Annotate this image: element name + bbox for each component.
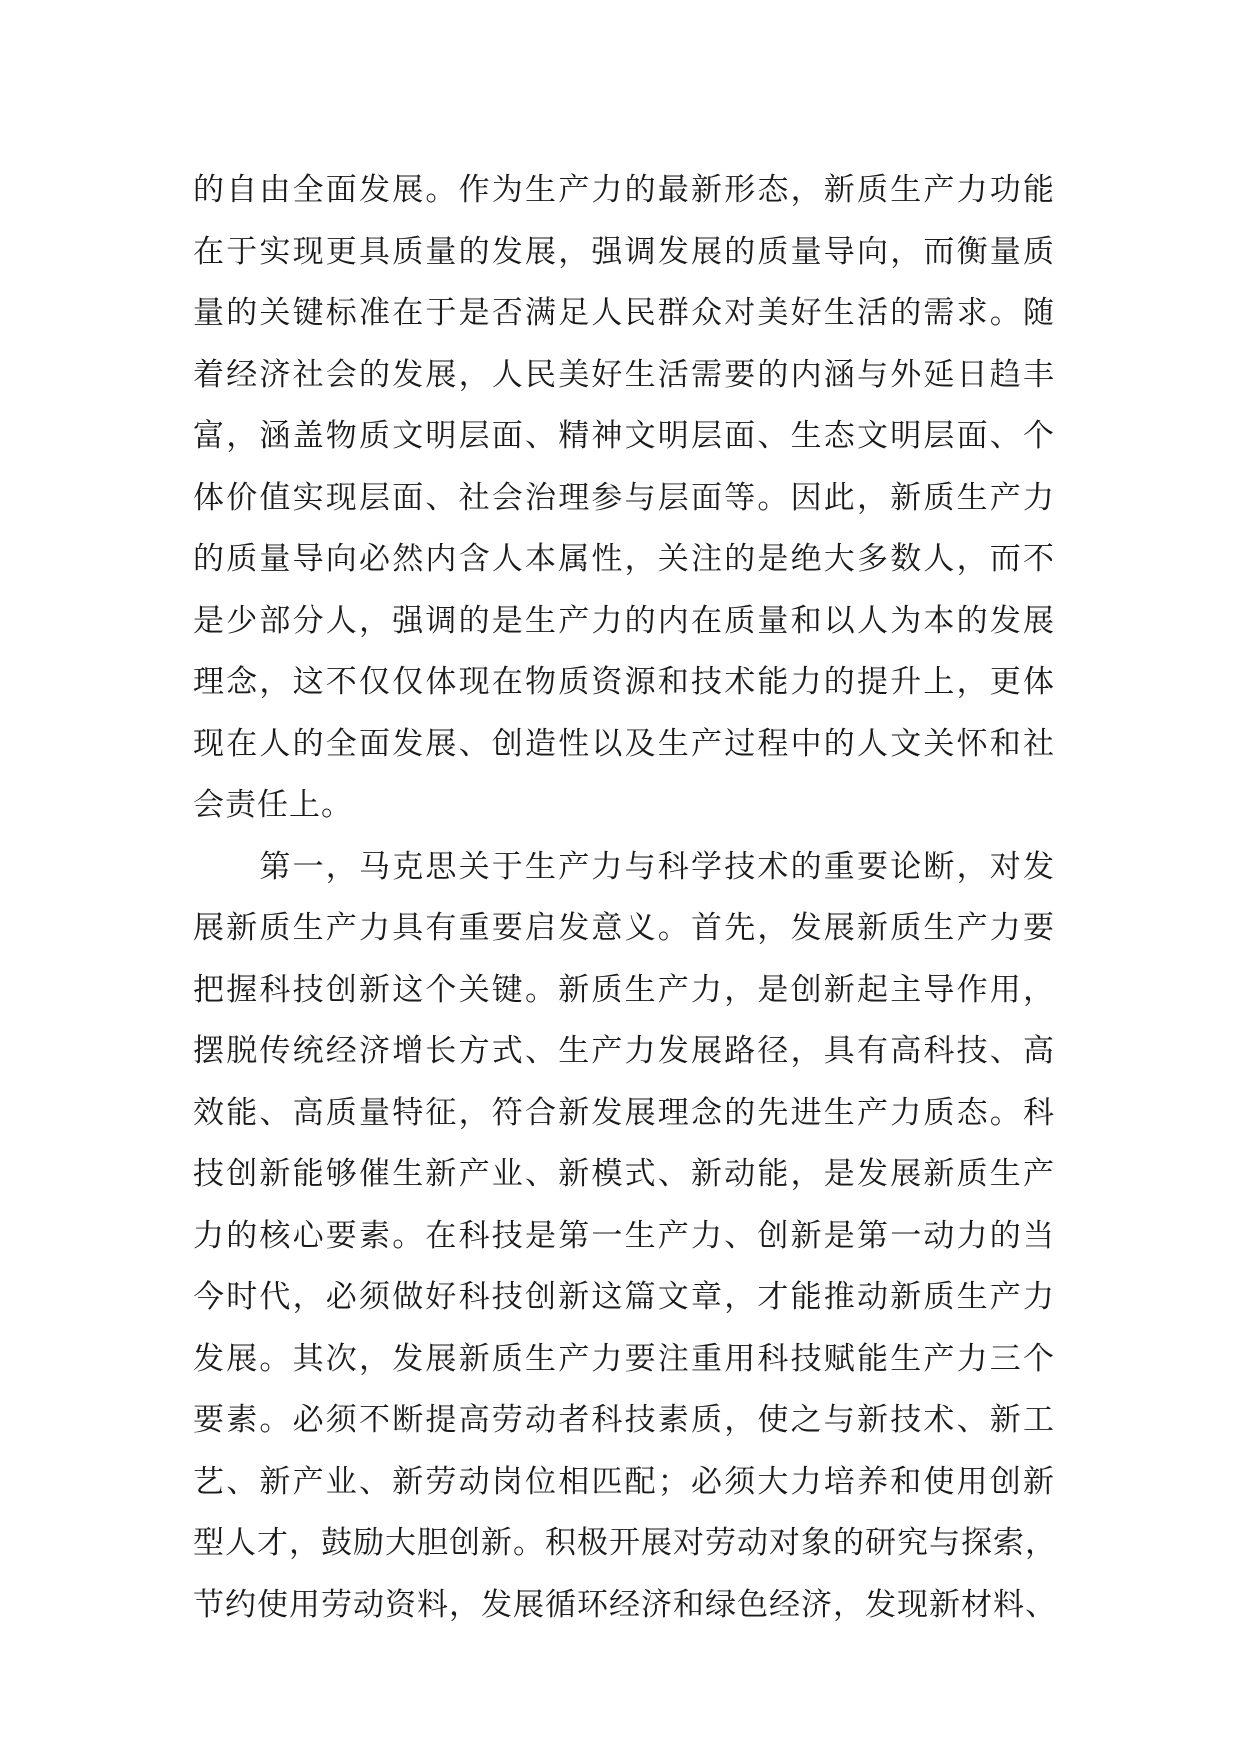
text-line: 要素。必须不断提高劳动者科技素质，使之与新技术、新工 (193, 1402, 1055, 1438)
text-line: 型人才，鼓励大胆创新。积极开展对劳动对象的研究与探索， (193, 1525, 1057, 1561)
text-line: 在于实现更具质量的发展，强调发展的质量导向，而衡量质 (193, 233, 1055, 270)
text-line: 效能、高质量特征，符合新发展理念的先进生产力质态。科 (193, 1094, 1055, 1131)
body-text (193, 160, 1055, 1636)
text-line: 是少部分人，强调的是生产力的内在质量和以人为本的发展 (193, 602, 1055, 639)
text-line: 力的核心要素。在科技是第一生产力、创新是第一动力的当 (193, 1217, 1055, 1254)
text-line: 富，涵盖物质文明层面、精神文明层面、生态文明层面、个 (193, 418, 1055, 454)
text-line: 量的关键标准在于是否满足人民群众对美好生活的需求。随 (193, 295, 1055, 331)
text-line: 把握科技创新这个关键。新质生产力，是创新起主导作用， (193, 971, 1055, 1008)
text-line: 展新质生产力具有重要启发意义。首先，发展新质生产力要 (193, 910, 1055, 946)
text-line: 现在人的全面发展、创造性以及生产过程中的人文关怀和社 (193, 725, 1055, 762)
text-line: 技创新能够催生新产业、新模式、新动能，是发展新质生产 (193, 1156, 1055, 1192)
paragraph-start-line: 第一，马克思关于生产力与科学技术的重要论断，对发 (193, 848, 1055, 885)
text-line: 体价值实现层面、社会治理参与层面等。因此，新质生产力 (193, 479, 1055, 516)
text-line: 理念，这不仅仅体现在物质资源和技术能力的提升上，更体 (193, 664, 1055, 700)
text-line: 摆脱传统经济增长方式、生产力发展路径，具有高科技、高 (193, 1033, 1055, 1069)
text-line: 艺、新产业、新劳动岗位相匹配；必须大力培养和使用创新 (193, 1463, 1055, 1500)
text-line: 今时代，必须做好科技创新这篇文章，才能推动新质生产力 (193, 1279, 1055, 1315)
text-line: 的质量导向必然内含人本属性，关注的是绝大多数人，而不 (193, 541, 1055, 577)
text-line: 的自由全面发展。作为生产力的最新形态，新质生产力功能 (193, 172, 1055, 208)
text-line: 发展。其次，发展新质生产力要注重用科技赋能生产力三个 (193, 1340, 1055, 1377)
text-line: 着经济社会的发展，人民美好生活需要的内涵与外延日趋丰 (193, 356, 1055, 393)
paragraph-end-line: 会责任上。 (193, 787, 353, 823)
text-line: 节约使用劳动资料，发展循环经济和绿色经济，发现新材料、 (193, 1586, 1057, 1623)
